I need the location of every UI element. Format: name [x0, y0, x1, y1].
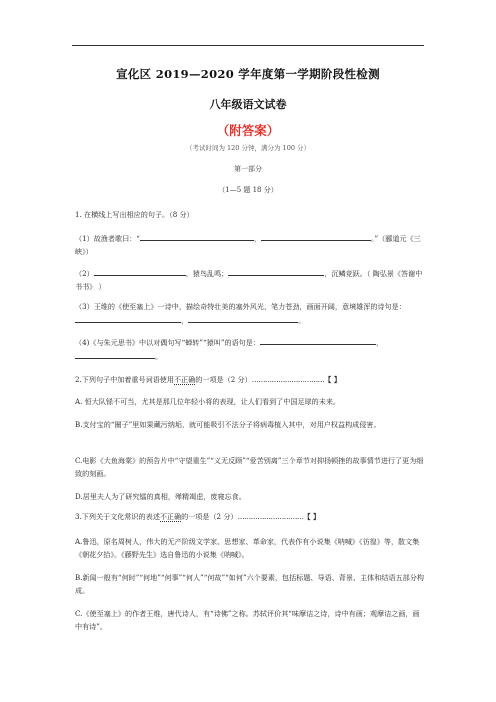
exam-subtitle: 八年级语文试卷 [209, 98, 287, 111]
answer-blank[interactable] [75, 349, 155, 359]
question-range: （1—5 题 18 分） [218, 186, 278, 194]
q2-stem [75, 373, 425, 386]
q1-item3-sep: ， [181, 316, 189, 325]
q2-option-a: A. 恒大队铩不可当，尤其是那几位年轻小将的表现，让人们看到了中国足球的未来。 [75, 397, 341, 406]
q3-option-c: C.《使至塞上》的作者王维，唐代诗人，有“诗佛”之称。苏轼评价其“味摩诘之诗，诗中有画；观摩诘之画，画中有诗”。 [75, 609, 420, 631]
q1-stem: 1. 在横线上写出相应的句子。（8 分） [75, 210, 194, 219]
q2-stem-score: 的一项是（2 分） [195, 375, 252, 384]
q3-stem-lead: 3.下列关于文化常识的表述 [75, 512, 160, 521]
q2-answer-bracket[interactable]: 【 】 [324, 375, 341, 384]
q1-item1-source: 。”（郦道元《三峡》） [75, 234, 421, 256]
q1-item1-lead: （1）故渔者歌曰：“ [75, 234, 140, 243]
q3-stem [75, 510, 425, 523]
q3-option-b: B.新闻一般有“何时”“何地”“何事”“何人”“何故”“如何”六个要素，包括标题、导语、背景、主体和结语五部分构成。 [75, 573, 424, 595]
q1-item2-lead: （2） [75, 269, 94, 278]
q2-option-d: D.居里夫人为了研究镭的真相，殚精竭虑，废寝忘食。 [75, 492, 246, 501]
q2-option-c: C.电影《大鱼海棠》的预告片中“守望重生”“义无反顾”“爱苦别离”三个章节对抑扬顿挫的故事情节进行了更为细致的刻画。 [75, 456, 424, 478]
q1-item4-sep: ， [375, 338, 384, 347]
q3-stem-emphasis: 不正确 [159, 512, 182, 521]
answer-blank[interactable] [260, 335, 376, 345]
answer-tag: （附答案） [216, 123, 280, 138]
q1-item2-mid: ，猿鸟乱鸣； [185, 269, 229, 278]
q3-stem-score: 的一项是（2 分） [181, 512, 238, 521]
q1-item3 [75, 300, 425, 327]
q1-item3-lead: （3）王维的《使至塞上》一诗中，描绘奇特壮美的塞外风光，笔力苍劲，画面开阔，意境雄浑的诗句是： [75, 302, 406, 311]
q1-item2 [75, 266, 425, 293]
q1-item1-sep: ， [253, 234, 261, 243]
q2-leader-dots: …………………………… [251, 375, 325, 384]
q2-option-b: B.支付宝的“圈子”里如果藏污纳垢，就可能吸引不法分子将病毒植入其中，对用户权益构成侵害。 [75, 420, 381, 429]
q1-item3-end: 。 [298, 316, 306, 325]
answer-blank[interactable] [94, 266, 186, 276]
q1-item4 [75, 335, 425, 363]
q1-item1 [75, 231, 425, 258]
q3-answer-bracket[interactable]: 【 】 [303, 512, 321, 521]
q1-item4-end: 。 [155, 352, 163, 361]
q1-item2-source: ，沉鳞竞跃。（ 陶弘景《答谢中书书》 ） [75, 269, 423, 291]
q3-option-a: A.鲁迅，原名周树人，伟大的无产阶级文学家、思想家、革命家，代表作有小说集《呐喊》《彷徨》等，散文集《朝花夕拾》。《藤野先生》选自鲁迅的小说集《呐喊》。 [75, 537, 420, 559]
part-label: 第一部分 [234, 165, 262, 173]
q2-stem-emphasis: 不正确 [174, 375, 196, 384]
exam-info: （考试时间为 120 分钟，满分为 100 分） [185, 144, 311, 152]
answer-blank[interactable] [140, 231, 254, 241]
answer-blank[interactable] [261, 231, 371, 241]
answer-blank[interactable] [228, 266, 324, 276]
q3-leader-dots: ………………………… [237, 512, 304, 521]
q1-item4-lead: （4)《与朱元思书》中以对偶句写“蝉转”“猿叫”的语句是： [75, 338, 260, 347]
header-rule [72, 45, 424, 46]
exam-title: 宣化区 2019—2020 学年度第一学期阶段性检测 [116, 67, 380, 81]
answer-blank[interactable] [188, 313, 298, 323]
answer-blank[interactable] [75, 313, 181, 323]
q2-stem-lead: 2.下列句子中加着重号词语使用 [75, 375, 174, 384]
